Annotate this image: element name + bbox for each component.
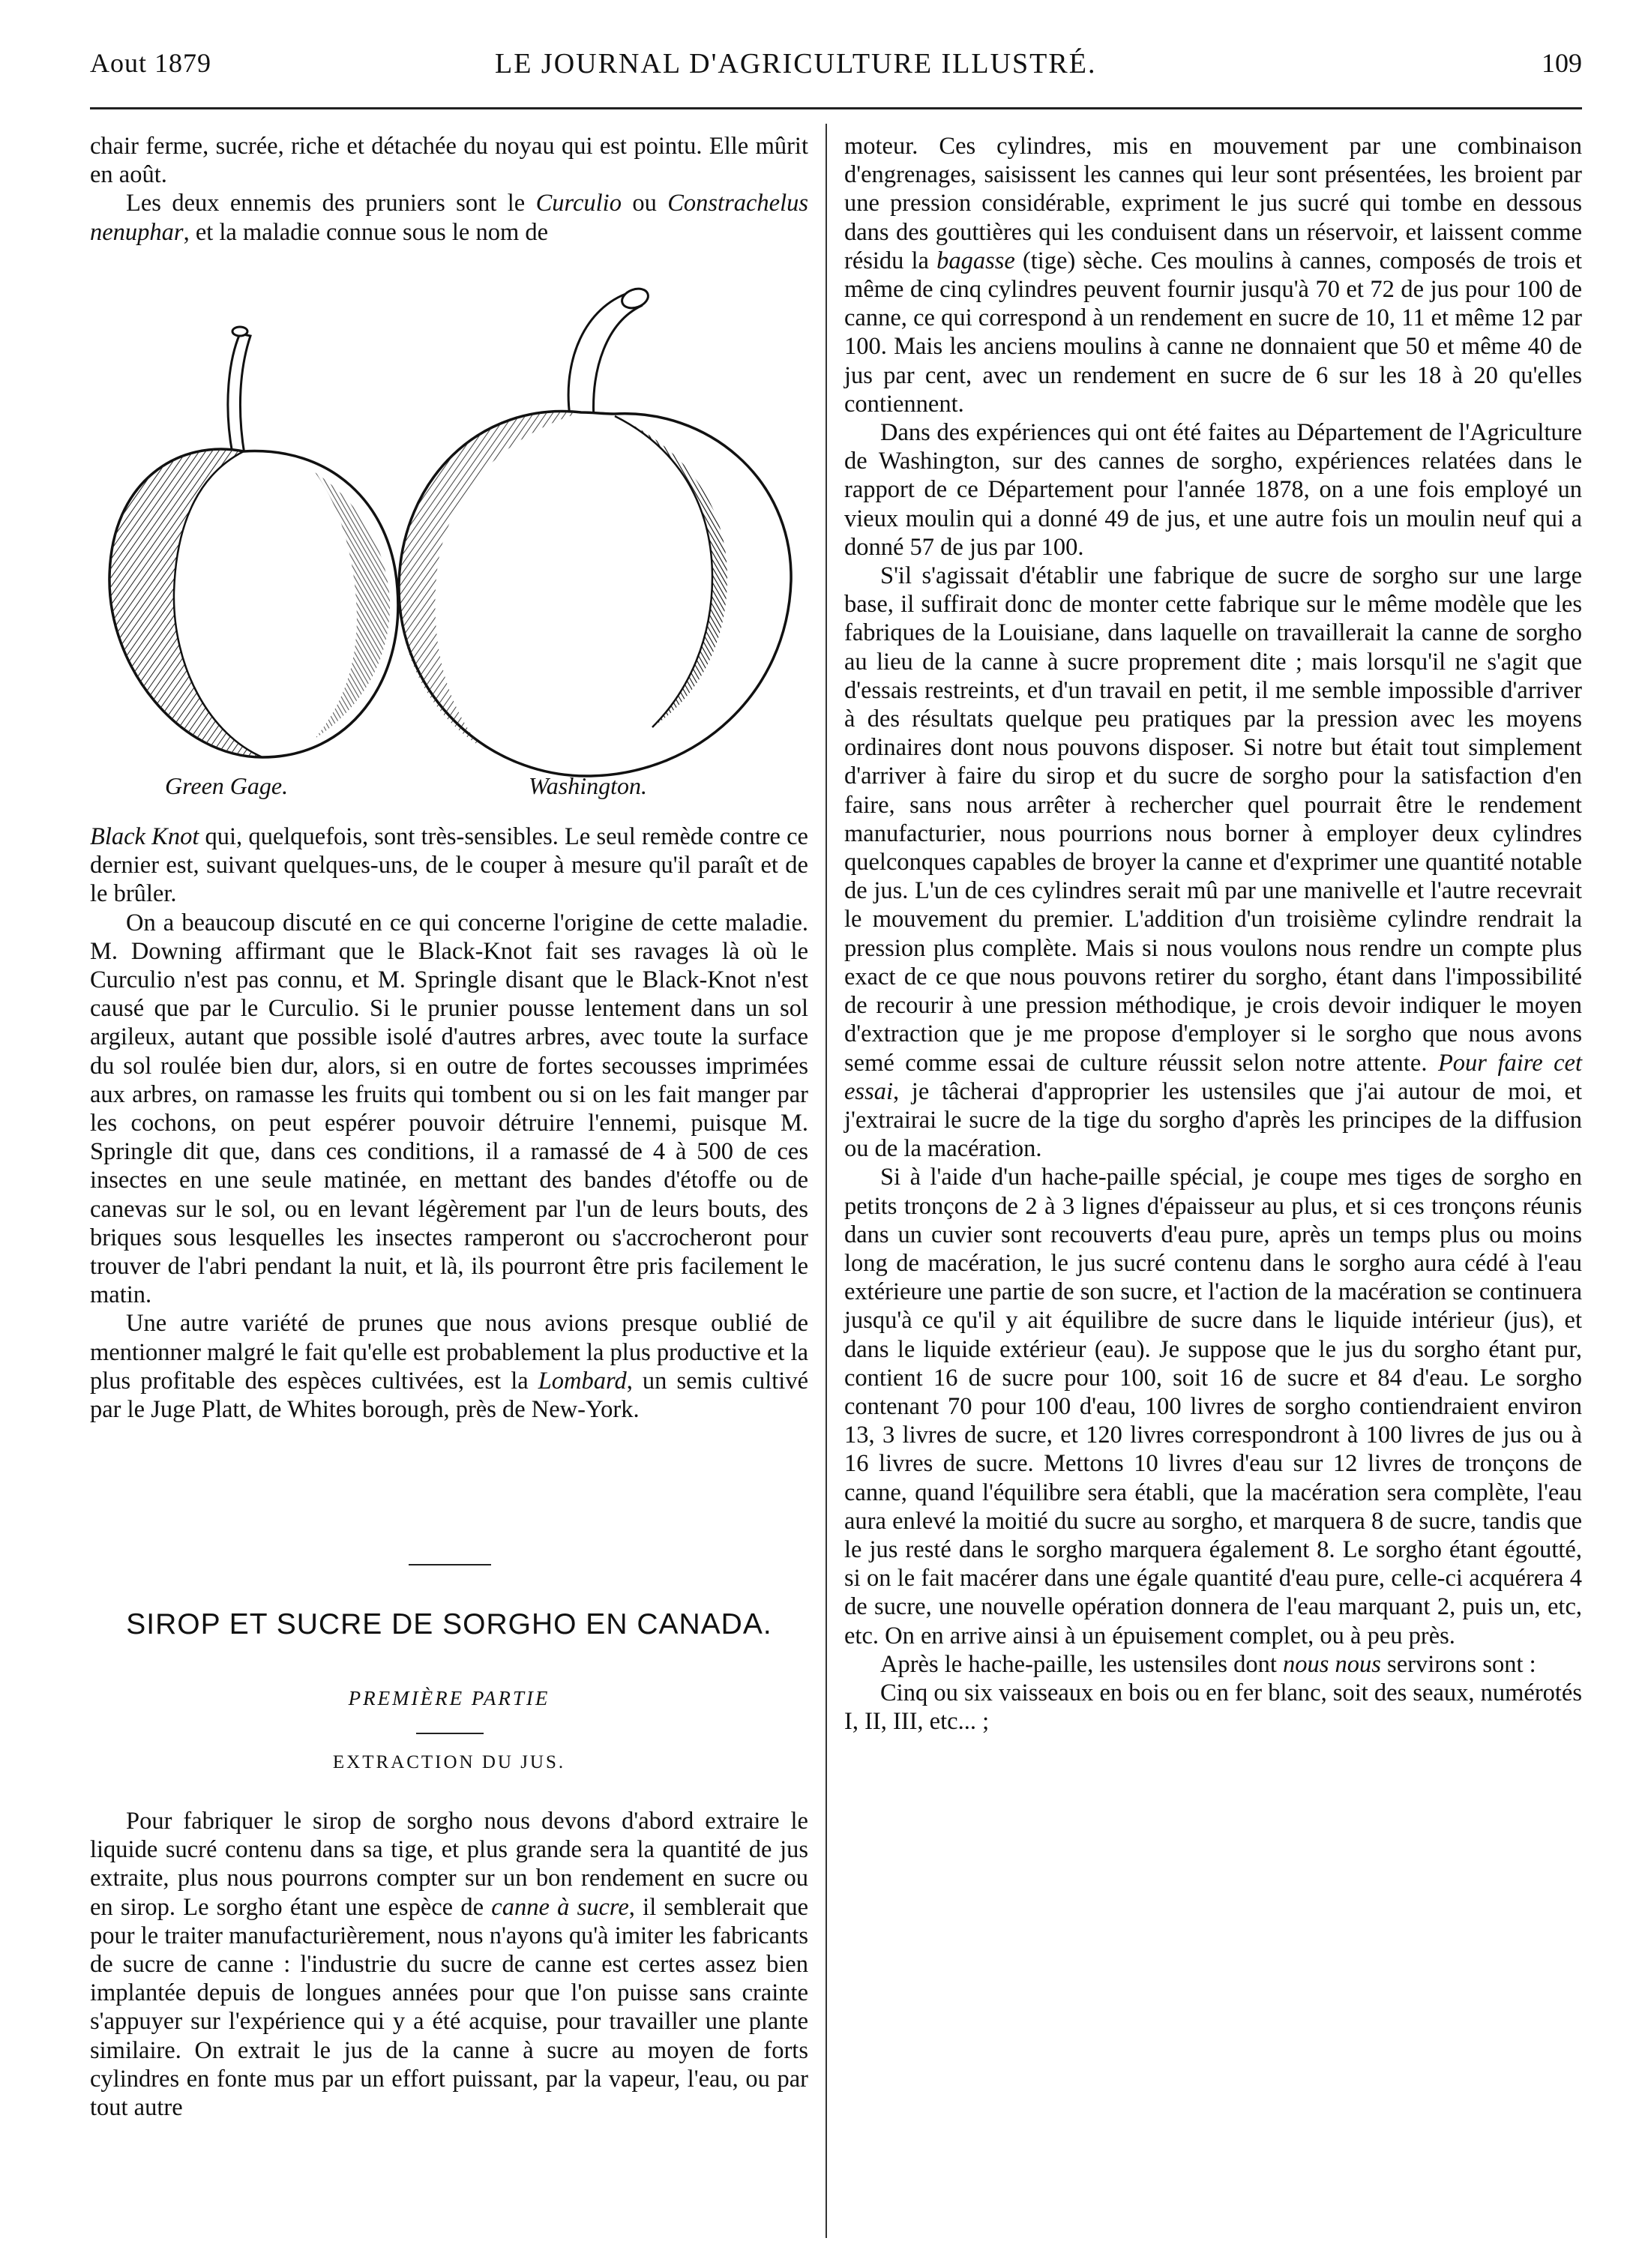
paragraph (844, 1650, 1582, 1679)
paragraph (90, 132, 808, 189)
text-run: Pour fabriquer le sirop de sorgho nous devons d'abord extraire le liquide sucré contenu dans sa tige, et plus grande sera la quantité de jus extraite, plus nous pourrons compter sur un bon rendement en sucre ou en sirop. Le sorgho étant une espèce de (90, 1808, 808, 1921)
text-run: Si à l'aide d'un hache-paille spécial, je coupe mes tiges de sorgho en petits tronçons de 2 à 3 lignes d'épaisseur au plus, et si ces tronçons réunis dans un cuvier sont recouverts d'eau pure, après un temps plus ou moins long de macération, le jus sucré contenu dans le sorgho aura cédé à l'eau extérieure une partie de son sucre, et l'action de la macération se continuera jusqu'à ce qu'il y ait équilibre de sucre dans le liquide intérieur (jus), et dans le liquide extérieur (eau). Je suppose que le jus du sorgho étant pur, contient 16 de sucre pour 100, soit 16 de sucre et 84 d'eau. Le sorgho contenant 70 pour 100 d'eau, 100 livres de sorgho contiendraient environ 13, 3 livres de sucre, et 120 livres correspondront à 100 livres de jus ou à 16 livres de sucre. Mettons 10 livres d'eau sur 12 livres de tronçons de canne, quand l'équilibre sera établi, que la macération sera complète, l'eau aura enlevé la moitié du sucre au sorgho, et marquera 8 de sucre, tandis que le jus resté dans le sorgho marquera également 8. Le sorgho étant égoutté, si on le fait macérer dans une égale quantité d'eau pure, celle-ci acquérera 4 de sucre, une nouvelle opération donnera de l'eau marquant 2, puis un, etc, etc. On en arrive ainsi à un épuisement complet, ou à peu près. (844, 1164, 1582, 1649)
text-run: Dans des expériences qui ont été faites au Département de l'Agriculture de Washington, sur des cannes de sorgho, expériences relatées dans le rapport de ce Département pour l'année 1878, on a une fois employé un vieux moulin qui a donné 49 de jus, et une autre fois un moulin neuf qui a donné 57 de jus par 100. (844, 419, 1582, 561)
italic-text: canne à sucre (491, 1893, 629, 1921)
column-divider (825, 124, 827, 2238)
washington-plum (399, 286, 791, 776)
italic-text: bagasse (936, 247, 1015, 274)
text-run: Une autre variété de prunes que nous avions presque oublié de mentionner malgré le fait qu'elle est probablement la plus productive et la plus profitable des espèces cultivées, est la (90, 1310, 808, 1395)
paragraph (90, 1309, 808, 1424)
paragraph (844, 418, 1582, 562)
figure-caption-washington: Washington. (529, 772, 647, 799)
header-rule (90, 107, 1582, 109)
text-run: , il semblerait que pour le traiter manufacturièrement, nous n'ayons qu'à imiter les fabricants de sucre de canne : l'industrie du sucre de canne est certes assez bien implantée depuis de longues années pour que l'on puisse sans crainte s'appuyer sur l'expérience qui y a été acquise, pour travailler une plante similaire. On extrait le jus de la canne à sucre au moyen de forts cylindres en fonte mus par un effort puissant, par la vapeur, l'eau, ou par tout autre (90, 1893, 808, 2122)
section-title: SIROP ET SUCRE DE SORGHO EN CANADA. (126, 1608, 772, 1640)
text-run: Cinq ou six vaisseaux en bois ou en fer blanc, soit des seaux, numérotés I, II, III, etc... ; (844, 1679, 1582, 1736)
figure-caption-green-gage: Green Gage. (165, 772, 289, 799)
left-column-section-text (90, 1807, 808, 2122)
right-column-text (844, 132, 1582, 1736)
section-separator (409, 1564, 491, 1565)
italic-text: Lombard (538, 1367, 627, 1395)
green-gage-plum (109, 327, 398, 757)
journal-title: LE JOURNAL D'AGRICULTURE ILLUSTRÉ. (495, 48, 1097, 79)
plum-illustration (90, 277, 808, 813)
section-subtitle: EXTRACTION DU JUS. (332, 1752, 566, 1772)
page-number: 109 (1542, 48, 1582, 78)
italic-text: Constrachelus nenuphar (90, 190, 809, 246)
italic-text: nous nous (1283, 1650, 1381, 1678)
plum-engraving (90, 277, 808, 813)
section-part: PREMIÈRE PARTIE (348, 1687, 550, 1709)
paragraph (90, 909, 808, 1310)
part-separator (416, 1733, 484, 1734)
text-run: , et la maladie connue sous le nom de (183, 218, 549, 246)
text-run: , je tâcherai d'approprier les ustensiles que j'ai autour de moi, et j'extrairai le sucre de la tige du sorgho d'après les principes de la diffusion ou de la macération. (844, 1077, 1582, 1163)
left-column-body-text (90, 822, 808, 1424)
text-run: On a beaucoup discuté en ce qui concerne l'origine de cette maladie. M. Downing affirmant que le Black-Knot fait ses ravages là où le Curculio n'est pas connu, et M. Springle disant que le Black-Knot n'est causé que par le Curculio. Si le prunier pousse lentement dans un sol argileux, autant que possible isolé d'autres arbres, avec toute la surface du sol roulée bien dur, alors, si en outre de fortes secousses imprimées aux arbres, on ramasse les fruits qui tombent ou si on les fait manger par les cochons, on peut espérer pouvoir détruire l'ennemi, puisque M. Springle dit que, dans ces conditions, il a ramassé de 4 à 500 de ces insectes en une seule matinée, en mettant des bandes d'étoffe ou de canevas sur le sol, ou en levant légèrement par l'un de leurs bouts, des briques sous lesquelles les insectes ramperont ou s'accrocheront pour trouver de l'abri pendant la nuit, et là, ils pourront être pris facilement le matin. (90, 909, 808, 1309)
text-run: servirons sont : (1380, 1650, 1536, 1678)
text-run: , un semis cultivé par le Juge Platt, de Whites borough, près de New-York. (90, 1367, 808, 1424)
issue-date: Aout 1879 (90, 48, 211, 78)
left-column-top-text (90, 132, 808, 247)
text-run: Après le hache-paille, les ustensiles dont (880, 1650, 1283, 1678)
text-run: qui, quelquefois, sont très-sensibles. Le seul remède contre ce dernier est, suivant quelques-uns, de le couper à mesure qu'il paraît et de le brûler. (90, 823, 808, 908)
paragraph (90, 189, 808, 246)
paragraph (844, 1679, 1582, 1736)
text-run: chair ferme, sucrée, riche et détachée du noyau qui est pointu. Elle mûrit en août. (90, 133, 808, 189)
paragraph (844, 132, 1582, 418)
italic-text: Black Knot (90, 823, 199, 850)
text-run: Les deux ennemis des pruniers sont le (126, 190, 536, 217)
text-run: moteur. Ces cylindres, mis en mouvement par une combinaison d'engrenages, saisissent les cannes qui leur sont présentées, les broient par une pression considérable, expriment le jus sucré qui tombe en dessous dans des gouttières qui les conduisent dans un réservoir, et laissent comme résidu la (844, 133, 1582, 274)
paragraph (844, 1163, 1582, 1649)
italic-text: Curculio (535, 190, 622, 217)
text-run: S'il s'agissait d'établir une fabrique de sucre de sorgho sur une large base, il suffirait donc de monter cette fabrique sur le même modèle que les fabriques de la Louisiane, dans laquelle on travaillerait la canne de sorgho au lieu de la canne à sucre proprement dite ; mais lorsqu'il ne s'agit que d'essais restreints, et d'un travail en petit, il me semble impossible d'arriver à des résultats quelque peu pratiques par la pression avec les moyens ordinaires dont nous pouvons disposer. Si notre but était tout simplement d'arriver à faire du sirop et du sucre de sorgho pour la satisfaction d'en faire, sans nous arrêter à rechercher quel pourrait être le rendement manufacturier, nous pourrions nous borner à employer deux cylindres quelconques capables de broyer la canne et d'exprimer une quantité notable de jus. L'un de ces cylindres serait mû par une manivelle et l'autre recevrait le mouvement du premier. L'addition d'un troisième cylindre rendrait la pression plus complète. Mais si nous voulons nous rendre un compte plus exact de ce que nous pouvons retirer du sorgho, étant dans l'impossibilité de recourir à une pression méthodique, je crois devoir indiquer le moyen d'extraction que je me propose d'employer si le sorgho que nous avons semé comme essai de culture réussit selon notre attente. (844, 562, 1582, 1077)
italic-text: Pour faire cet essai (844, 1049, 1582, 1105)
paragraph (90, 822, 808, 909)
text-run: ou (621, 190, 668, 217)
paragraph (844, 562, 1582, 1163)
page-header (90, 41, 1582, 94)
text-run: (tige) sèche. Ces moulins à cannes, composés de trois et même de cinq cylindres peuvent fournir jusqu'à 70 et 72 de jus pour 100 de canne, ce qui correspond à un rendement en sucre de 10, 11 et même 12 par 100. Mais les anciens moulins à canne ne donnaient que 50 et même 40 de jus par cent, avec un rendement en sucre de 6 sur les 18 à 20 qu'elles contiennent. (844, 247, 1582, 418)
paragraph (90, 1807, 808, 2122)
